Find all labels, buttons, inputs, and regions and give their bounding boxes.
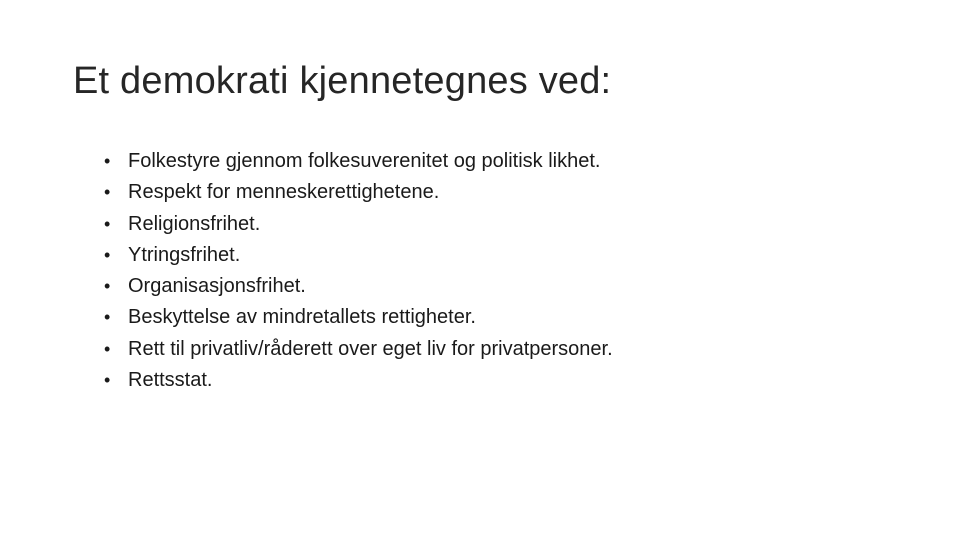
bullet-icon: • bbox=[104, 370, 111, 391]
list-item-text: Folkestyre gjennom folkesuverenitet og politisk likhet. bbox=[128, 150, 601, 172]
list-item-text: Organisasjonsfrihet. bbox=[128, 275, 306, 298]
bullet-icon: • bbox=[104, 244, 111, 265]
list-item-text: Beskyttelse av mindretallets rettigheter. bbox=[128, 306, 476, 329]
bullet-icon: • bbox=[104, 213, 111, 234]
list-item-text: Rettsstat. bbox=[128, 369, 213, 392]
bullet-icon: • bbox=[104, 338, 111, 359]
list-item-text: Respekt for menneskerettighetene. bbox=[128, 181, 440, 204]
slide-title: Et demokrati kjennetegnes ved: bbox=[73, 60, 612, 102]
list-item-text: Rett til privatliv/råderett over eget liv for privatpersoner. bbox=[128, 337, 613, 360]
list-item-text: Ytringsfrihet. bbox=[128, 243, 241, 266]
list-item-text: Religionsfrihet. bbox=[128, 212, 261, 235]
bullet-icon: • bbox=[104, 276, 111, 297]
bullet-icon: • bbox=[104, 182, 111, 203]
bullet-icon: • bbox=[104, 151, 111, 171]
bullet-icon: • bbox=[104, 307, 111, 328]
